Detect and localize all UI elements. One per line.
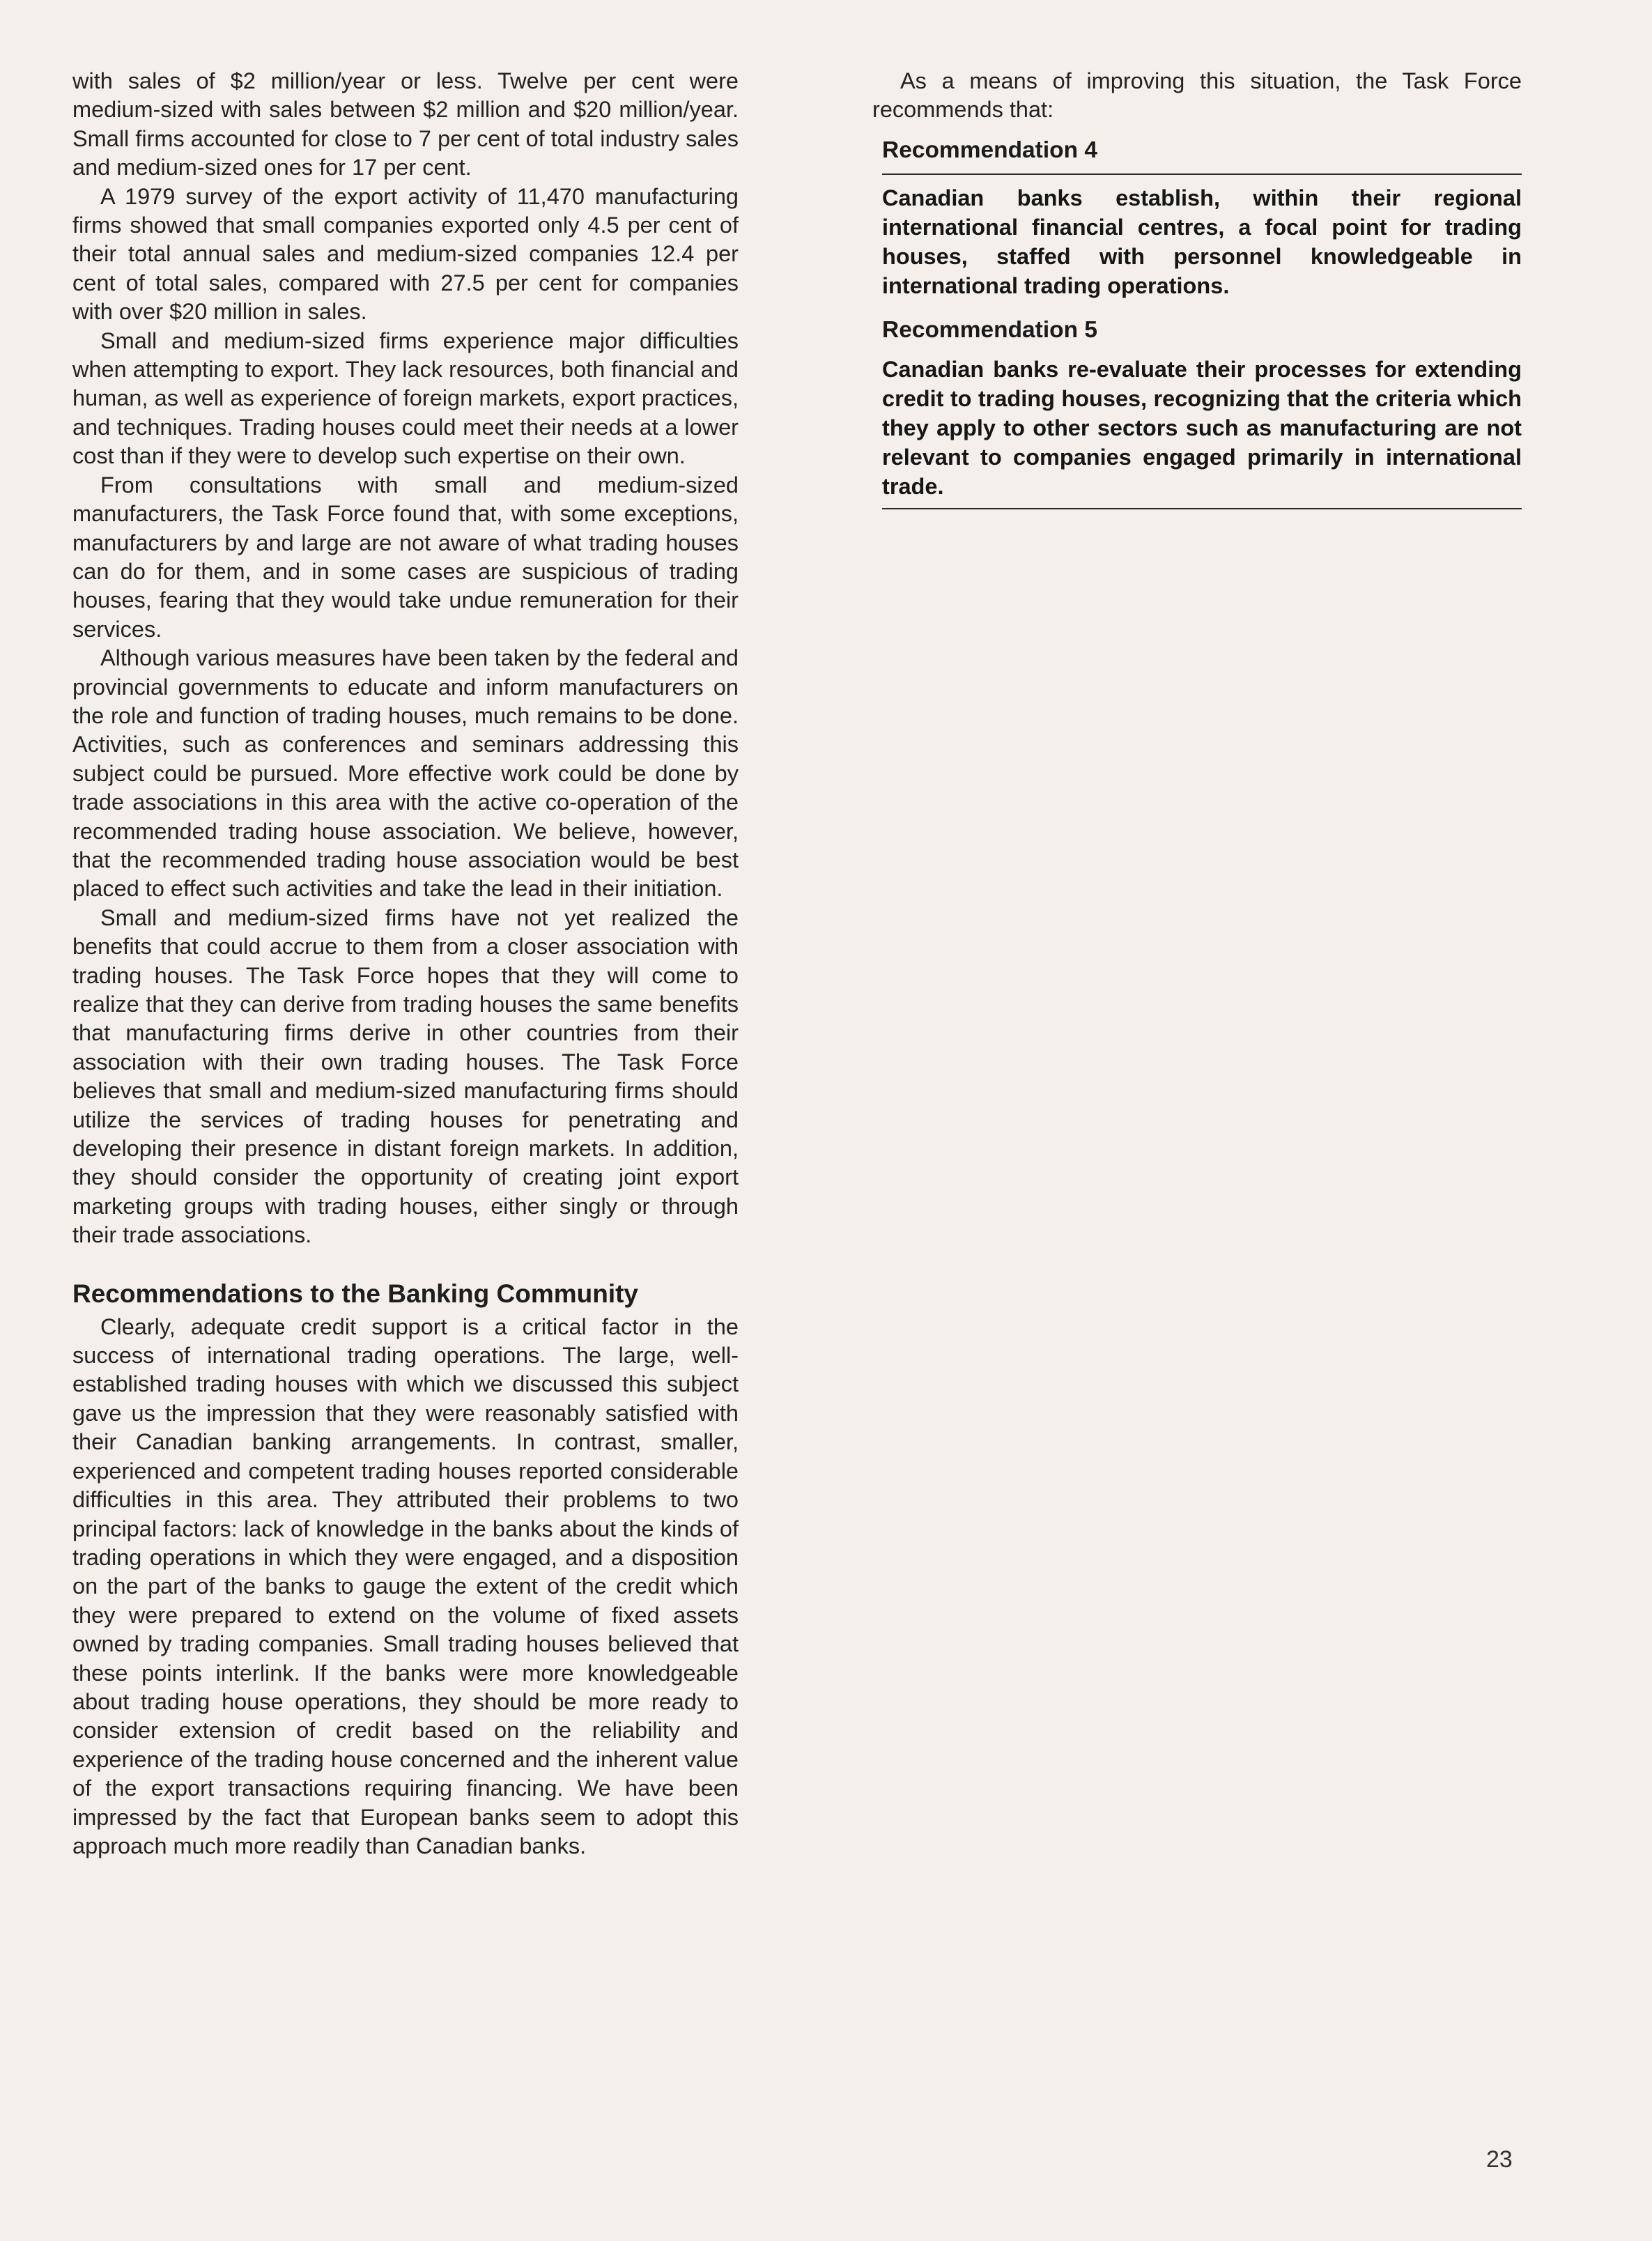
section-heading-banking: Recommendations to the Banking Community [72,1279,639,1308]
left-column [72,67,739,1861]
paragraph-government-measures: Although various measures have been taken by the federal and provincial governments to educate and inform manufacturers on the role and function of trading houses, much remains to be done. Activities, such as conferences and seminars addressing this subject could be pursued. More effective work could be done by trade associations in this area with the active co-operation of the recommended trading house association. We believe, however, that the recommended trading house association would be best placed to effect such activities and take the lead in their initiation. [72,645,739,902]
paragraph-export-survey: A 1979 survey of the export activity of 11,470 manufacturing firms showed that small companies exported only 4.5 per cent of their total annual sales and medium-sized companies 12.4 per cent of total sales, compared with 27.5 per cent for companies with over $20 million in sales. [72,183,739,325]
page-number: 23 [1486,2146,1513,2173]
paragraph-credit-support: Clearly, adequate credit support is a critical factor in the success of international trading operations. The large, well-established trading houses with which we discussed this subject gave us the impression that they were reasonably satisfied with their Canadian banking arrangements. In contrast, smaller, experienced and competent trading houses reported considerable difficulties in this area. They attributed their problems to two principal factors: lack of knowledge in the banks about the kinds of trading operations in which they were engaged, and a disposition on the part of the banks to gauge the extent of the credit which they were prepared to extend on the volume of fixed assets owned by trading companies. Small trading houses believed that these points interlink. If the banks were more knowledgeable about trading house operations, they should be more ready to consider extension of credit based on the reliability and experience of the trading house concerned and the inherent value of the export transactions requiring financing. We have been impressed by the fact that European banks seem to adopt this approach much more readily than Canadian banks. [72,1314,739,1858]
paragraph-consultations: From consultations with small and medium-sized manufacturers, the Task Force found that, with some exceptions, manufacturers by and large are not aware of what trading houses can do for them, and in some cases are suspicious of trading houses, fearing that they would take undue remuneration for their services. [72,472,739,642]
right-column [872,67,1522,509]
recommendation-5-text: Canadian banks re-evaluate their processes for extending credit to trading houses, recognizing that the criteria which they apply to other sectors such as manufacturing are not relevant to companies engaged primarily in international trade. [882,355,1522,509]
recommendation-4-text: Canadian banks establish, within their regional international financial centres, a focal point for trading houses, staffed with personnel knowledgeable in international trading operations. [882,185,1522,298]
paragraph-benefits: Small and medium-sized firms have not yet realized the benefits that could accrue to them from a closer association with trading houses. The Task Force hopes that they will come to realize that they can derive from trading houses the same benefits that manufacturing firms derive in other countries from their association with their own trading houses. The Task Force believes that small and medium-sized manufacturing firms should utilize the services of trading houses for penetrating and developing their presence in distant foreign markets. In addition, they should consider the opportunity of creating joint export marketing groups with trading houses, either singly or through their trade associations. [72,904,739,1248]
paragraph-continuation: with sales of $2 million/year or less. Twelve per cent were medium-sized with sales between $2 million and $20 million/year. Small firms accounted for close to 7 per cent of total industry sales and medium-sized ones for 17 per cent. [72,68,739,180]
paragraph-intro: As a means of improving this situation, the Task Force recommends that: [872,68,1522,123]
paragraph-export-difficulties: Small and medium-sized firms experience major difficulties when attempting to export. They lack resources, both financial and human, as well as experience of foreign markets, export practices, and techniques. Trading houses could meet their needs at a lower cost than if they were to develop such expertise on their own. [72,328,739,469]
recommendation-4-label: Recommendation 4 [882,134,1522,175]
recommendation-5-label: Recommendation 5 [882,316,1098,343]
